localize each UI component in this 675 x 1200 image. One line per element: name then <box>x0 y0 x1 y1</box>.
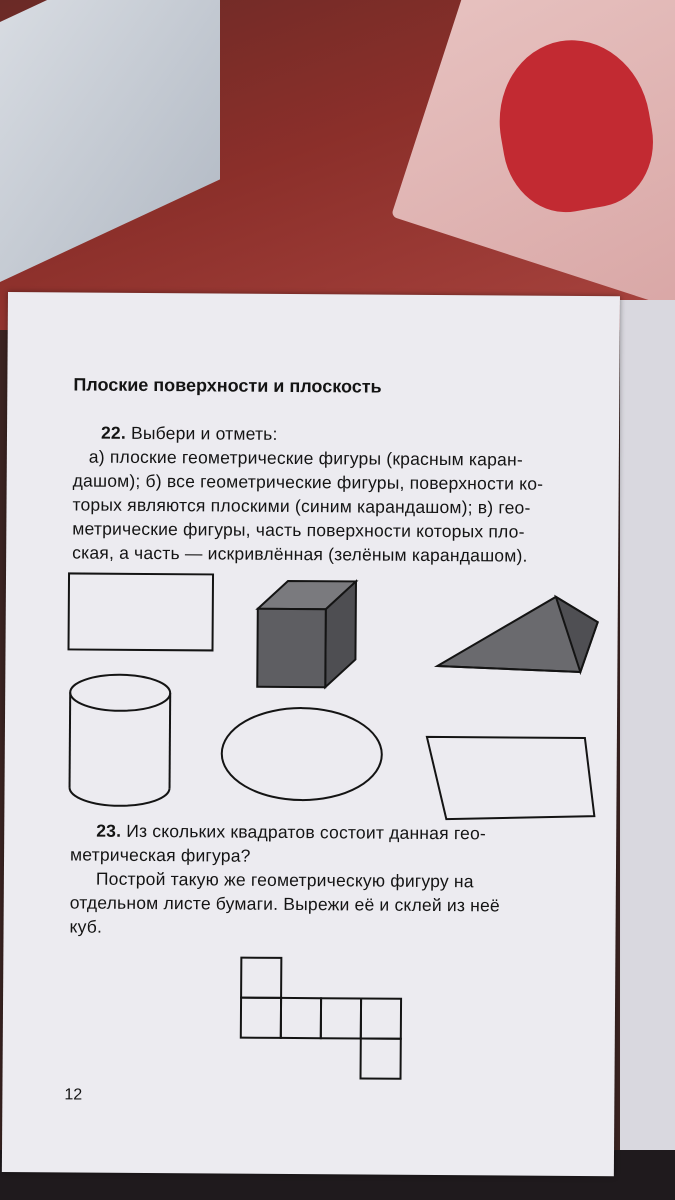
cylinder-figure <box>66 672 177 813</box>
section-title: Плоские поверхности и плоскость <box>73 374 382 397</box>
net-square <box>281 998 321 1038</box>
task23-line-2: метрическая фигура? <box>70 844 251 866</box>
task23-header <box>96 821 486 845</box>
net-square <box>361 1038 401 1078</box>
ellipse-figure <box>219 705 390 806</box>
cube-net-figure <box>238 956 409 1097</box>
net-square <box>321 998 361 1038</box>
task23-line-4: отдельном листе бумаги. Вырежи её и склей из неё <box>69 892 500 916</box>
opposite-page-edge <box>620 300 675 1160</box>
task23-line-5: куб. <box>69 916 103 937</box>
net-square <box>241 998 281 1038</box>
task22-line-2: дашом); б) все геометрические фигуры, поверхности ко- <box>72 470 544 494</box>
task23-number: 23. <box>96 820 122 841</box>
task22-number: 22. <box>100 422 127 443</box>
net-square <box>361 998 401 1038</box>
triangular-prism-figure <box>435 591 606 682</box>
net-square <box>241 958 281 998</box>
rectangle-figure <box>67 572 218 653</box>
parallelogram-figure <box>424 735 600 826</box>
textbook-page <box>2 292 620 1176</box>
page-number: 12 <box>64 1086 83 1104</box>
task22-prompt: Выбери и отметь: <box>130 422 278 444</box>
task23-line-3: Построй такую же геометрическую фигуру на <box>95 868 474 892</box>
task22-line-4: метрические фигуры, часть поверхности которых пло- <box>72 518 525 542</box>
task22-line-5: ская, а часть — искривлённая (зелёным карандашом). <box>72 542 528 566</box>
task22-line-1: а) плоские геометрические фигуры (красным каран- <box>88 446 523 470</box>
task23-line-1: Из скольких квадратов состоит данная гео- <box>126 820 487 844</box>
cube-figure <box>255 579 366 695</box>
task22-line-3: торых являются плоскими (синим карандашом); в) гео- <box>72 494 531 518</box>
task22-header <box>101 423 278 445</box>
